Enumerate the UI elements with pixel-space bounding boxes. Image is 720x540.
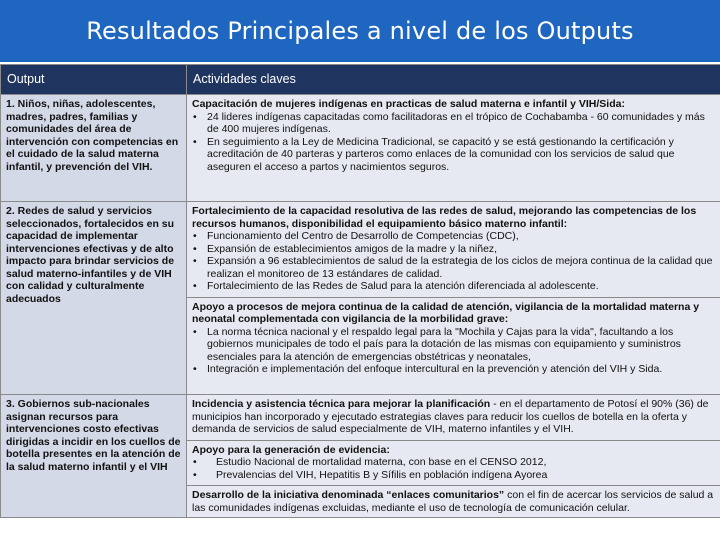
title-banner	[0, 0, 720, 62]
list-item: • Integración e implementación del enfoque intercultural en la prevención y atención del VIH y Sida.	[193, 363, 663, 375]
bullet-list	[192, 111, 716, 174]
list-item: • Fortalecimiento de las Redes de Salud para la atención diferenciada al adolescente.	[193, 280, 599, 292]
activity-block	[192, 444, 716, 482]
activity-heading: Desarrollo de la iniciativa denominada “enlaces comunitarios”	[192, 489, 505, 501]
block-divider	[187, 440, 720, 441]
table-row	[1, 95, 720, 202]
list-item: • En seguimiento a la Ley de Medicina Tradicional, se capacitó y se está gestionando la certificación y acreditación de 40 parteras y parteros como enlaces de la comunidad con los servicios de salud que aseguren el acceso a partos y nacimientos seguros.	[193, 135, 675, 173]
table-row	[1, 202, 720, 395]
activity-block	[192, 398, 716, 436]
page-title: Resultados Principales a nivel de los Outputs	[86, 17, 634, 45]
bullet-icon: •	[193, 363, 197, 375]
table-row	[1, 395, 720, 518]
bullet-list	[192, 326, 716, 376]
bullet-icon: •	[193, 135, 197, 148]
activity-block	[192, 301, 716, 376]
bullet-list	[192, 230, 716, 293]
output-cell: 1. Niños, niñas, adolescentes, madres, padres, familias y comunidades del área de intervención con competencias en el cuidado de la salud materna infantil, y prevención del VIH.	[1, 95, 187, 202]
bullet-icon: •	[193, 456, 197, 468]
output-cell: 3. Gobiernos sub-nacionales asignan recursos para intervenciones costo efectivas dirigidas a incidir en los cuellos de botella presentes en la atención de la salud materno infantil y el VIH	[1, 395, 187, 518]
list-item: • La norma técnica nacional y el respaldo legal para la "Mochila y Cajas para la vida", facultando a los gobiernos municipales de todo el país para la dotación de las mismas con equipamiento y suministros esenciales para la atención de emergencias obstétricas y neonatales,	[193, 325, 681, 363]
activity-heading: Apoyo para la generación de evidencia:	[192, 443, 390, 456]
bullet-icon: •	[193, 280, 197, 292]
list-item: • Expansión de establecimientos amigos de la madre y la niñez,	[193, 242, 498, 255]
bullet-icon: •	[193, 325, 197, 338]
activity-text: con el fin de acercar los servicios de salud a las comunidades indígenas excluidas, mediante el uso de tecnología de comunicación celular.	[192, 489, 714, 514]
activities-cell	[187, 202, 720, 395]
block-divider	[187, 485, 720, 486]
activity-block	[192, 205, 716, 293]
table-header-row	[1, 65, 720, 95]
output-cell: 2. Redes de salud y servicios seleccionados, fortalecidos en su capacidad de implementar intervenciones efectivas y de alto impacto para brindar servicios de salud materno-infantiles y de VIH con calidad y culturalmente adecuados	[1, 202, 187, 395]
outputs-table	[0, 64, 720, 518]
bullet-list	[192, 456, 716, 481]
activity-heading: Capacitación de mujeres indígenas en practicas de salud materna e infantil y VIH/Sida:	[192, 98, 625, 110]
bullet-icon: •	[193, 230, 197, 242]
list-item: • Estudio Nacional de mortalidad materna, con base en el CENSO 2012,	[193, 456, 547, 468]
activity-block	[192, 98, 716, 173]
activities-cell	[187, 395, 720, 518]
list-item: • 24 lideres indígenas capacitadas como facilitadoras en el trópico de Cochabamba - 60 comunidades y más de 400 mujeres indígenas.	[193, 110, 705, 135]
list-item: • Funcionamiento del Centro de Desarrollo de Competencias (CDC),	[193, 230, 519, 242]
activity-heading: Incidencia y asistencia técnica para mejorar la planificación	[192, 398, 491, 410]
bullet-icon: •	[193, 110, 197, 123]
bullet-icon: •	[193, 242, 197, 255]
activities-cell	[187, 95, 720, 202]
activity-heading: Apoyo a procesos de mejora continua de la calidad de atención, vigilancia de la mortalidad materna y neonatal complementada con vigilancia de la morbilidad grave:	[192, 300, 700, 325]
list-item: • Expansión a 96 establecimientos de salud de la estrategia de los ciclos de mejora continua de la calidad que realizan el monitoreo de 13 estándares de calidad.	[193, 255, 713, 280]
bullet-icon: •	[193, 255, 197, 267]
activity-text: - en el departamento de Potosí el 90% (36) de municipios han incorporado y ejecutado estrategias claves para reducir los cuellos de botella en la oferta y demanda de servicios de salud especialmente de VIH, materno infantiles y el VIH.	[192, 398, 709, 435]
header-output: Output	[1, 65, 187, 95]
bullet-icon: •	[193, 468, 197, 481]
activity-block	[192, 489, 716, 514]
block-divider	[187, 297, 720, 298]
activity-heading: Fortalecimiento de la capacidad resolutiva de las redes de salud, mejorando las competencias de los recursos humanos, disponibilidad el equipamiento básico materno infantil:	[192, 205, 697, 230]
list-item: • Prevalencias del VIH, Hepatitis B y Sífilis en población indígena Ayorea	[193, 468, 548, 481]
header-activities: Actividades claves	[187, 65, 720, 95]
